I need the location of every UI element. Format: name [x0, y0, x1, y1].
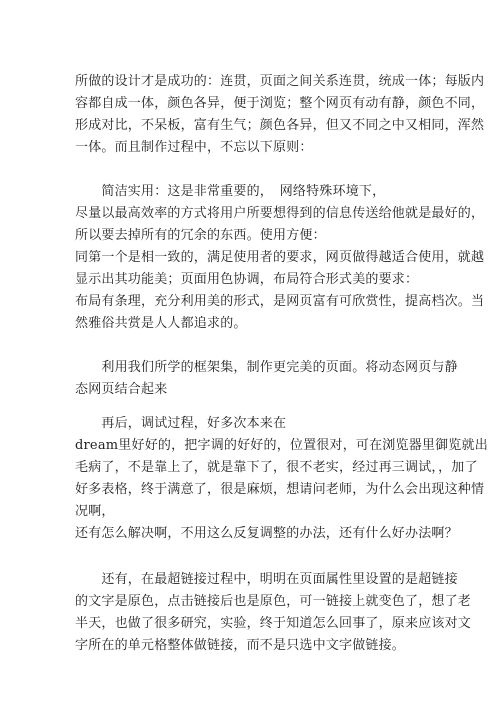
text-line: 字所在的单元格整体做链接，而不是只选中文字做链接。: [75, 638, 406, 653]
paragraph-frameset: [75, 357, 458, 401]
text-line: 还有怎么解决啊，不用这么反复调整的办法，还有什么好办法啊？: [75, 526, 458, 541]
text-line: 所做的设计才是成功的：连贯，页面之间关系连贯，统成一体；每版内: [75, 74, 485, 89]
text-line: 好多表格，终于满意了，很是麻烦，想请问老师，为什么会出现这种情: [75, 482, 485, 497]
paragraph-principles: [75, 181, 485, 335]
text-line: 所以要去掉所有的冗余的东西。使用方便：: [75, 228, 326, 243]
text-line: 态网页结合起来: [75, 382, 168, 397]
text-line: 然雅俗共赏是人人都追求的。: [75, 316, 247, 331]
paragraph-debugging: [75, 413, 488, 545]
text-line: 还有，在最超链接过程中，明明在页面属性里设置的是超链接: [75, 572, 458, 587]
text-line: 容都自成一体，颜色各异，便于浏览；整个网页有动有静，颜色不同，: [75, 96, 485, 111]
text-line: 尽量以最高效率的方式将用户所要想得到的信息传送给他就是最好的，: [75, 206, 485, 221]
text-line: 简洁实用：这是非常重要的， 网络特殊环境下，: [75, 184, 386, 199]
text-line: 的文字是原色，点击链接后也是原色，可一链接上就变色了，想了老: [75, 594, 472, 609]
text-line: dream里好好的，把字调的好好的，位置很对，可在浏览器里御览就出: [75, 438, 488, 453]
text-line: 布局有条理，充分利用美的形式，是网页富有可欣赏性，提高档次。当: [75, 294, 485, 309]
text-line: 半天，也做了很多研究，实验，终于知道怎么回事了，原来应该对文: [75, 616, 472, 631]
text-line: 利用我们所学的框架集，制作更完美的页面。将动态网页与静: [75, 360, 458, 375]
text-line: 毛病了，不是靠上了，就是靠下了，很不老实，经过再三调试，，加了: [75, 460, 478, 475]
text-line: 况啊，: [75, 504, 115, 519]
text-line: 显示出其功能美；页面用色协调，布局符合形式美的要求：: [75, 272, 419, 287]
paragraph-hyperlink: [75, 569, 472, 657]
text-line: 一体。而且制作过程中，不忘以下原则：: [75, 140, 313, 155]
paragraph-design-success: [75, 71, 485, 159]
text-line: 形成对比，不呆板，富有生气；颜色各异，但又不同之中又相同，浑然: [75, 118, 485, 133]
text-line: 再后，调试过程，好多次本来在: [75, 416, 287, 431]
text-line: 同第一个是相一致的，满足使用者的要求，网页做得越适合使用，就越: [75, 250, 485, 265]
